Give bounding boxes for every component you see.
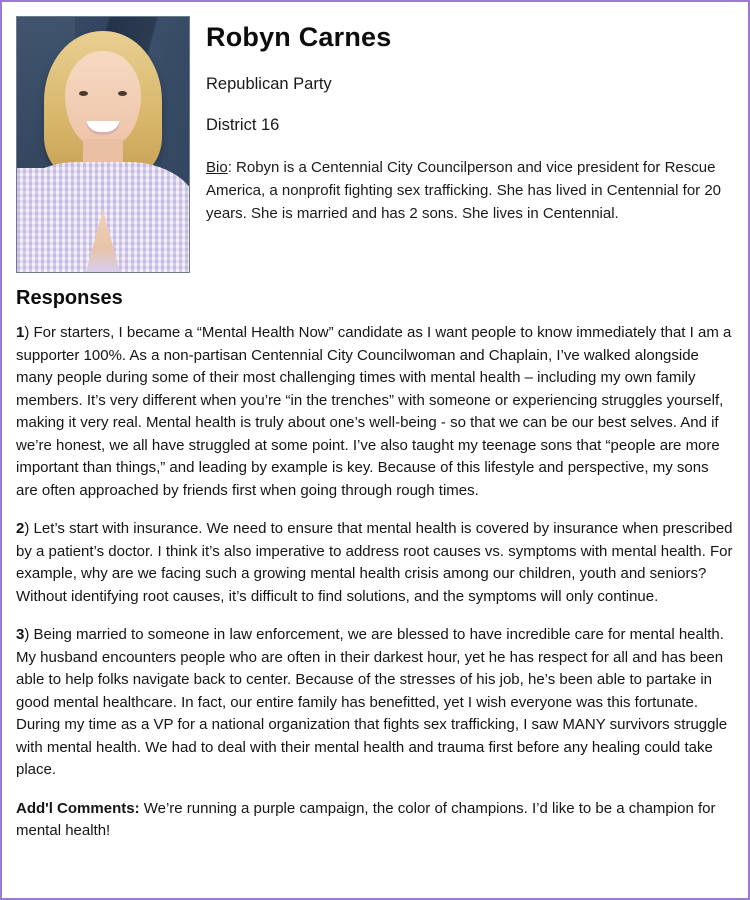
candidate-photo (16, 16, 190, 273)
response-item-2 (16, 518, 734, 608)
candidate-name: Robyn Carnes (206, 22, 392, 52)
candidate-party: Republican Party (206, 75, 332, 93)
candidate-details (206, 16, 734, 225)
bio-label: Bio (206, 159, 228, 176)
candidate-bio (206, 157, 734, 225)
response-number-3: 3 (16, 626, 25, 643)
response-text-3: ) Being married to someone in law enforcement, we are blessed to have incredible care for mental health. My husband encounters people who are often in their darkest hour, yet he has respect for all and has been able to help folks navigate back to center. Because of the stresses of his job, he’s been able to partake in good mental healthcare. In fact, our entire family has benefitted, yet I wish everyone was this fortunate. During my time as a VP for a national organization that fights sex trafficking, I saw MANY survivors struggle with mental health. We had to deal with their mental health and trauma first before any healing could take place. (16, 626, 728, 778)
response-text-2: ) Let’s start with insurance. We need to ensure that mental health is covered by insurance when prescribed by a patient’s doctor. I think it’s also imperative to address root causes vs. symptoms with mental health. For example, why are we facing such a growing mental health crisis among our children, youth and seniors? Without identifying root causes, it’s difficult to find solutions, and the symptoms will only continue. (16, 520, 733, 605)
portrait-eye-right (118, 91, 127, 96)
response-item-3 (16, 624, 734, 782)
additional-comments-text: We’re running a purple campaign, the color of champions. I’d like to be a champion for mental health! (16, 799, 716, 839)
portrait-eye-left (79, 91, 88, 96)
candidate-header (16, 16, 734, 273)
additional-comments (16, 798, 734, 843)
bio-text: : Robyn is a Centennial City Councilperson and vice president for Rescue America, a nonprofit fighting sex trafficking. She has lived in Centennial for 20 years. She is married and has 2 sons. She lives in Centennial. (206, 159, 722, 222)
response-number-2: 2 (16, 520, 25, 537)
candidate-district: District 16 (206, 116, 280, 134)
response-number-1: 1 (16, 324, 25, 341)
response-text-1: ) For starters, I became a “Mental Health Now” candidate as I want people to know immediately that I am a supporter 100%. As a non-partisan Centennial City Councilwoman and Chaplain, I’ve walked alongside many people during some of their most challenging times with mental health – including my own family members. It’s very different when you’re “in the trenches” with someone or experiencing struggles yourself, making it very real. Mental health is truly about one’s well-being - so that we can be our best selves. And if we’re honest, we all have struggled at some point. I’ve also taught my teenage sons that “people are more important than things,” and leading by example is key. Because of this lifestyle and perspective, my sons are often approached by friends first when going through rough times. (16, 324, 732, 499)
response-item-1 (16, 322, 734, 502)
responses-heading: Responses (16, 287, 123, 309)
additional-comments-label: Add'l Comments: (16, 799, 140, 817)
